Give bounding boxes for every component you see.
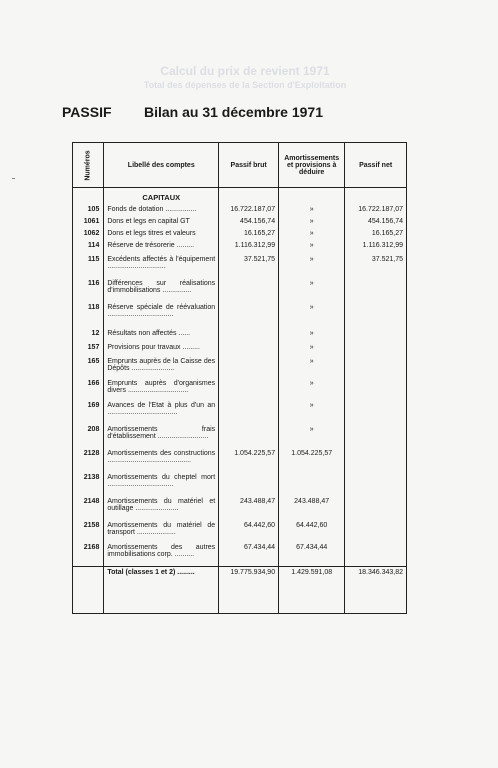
- empty-cell: [345, 581, 407, 614]
- table-row: [73, 402, 407, 426]
- header-numeros: Numéros: [73, 143, 104, 188]
- total-amort: 1.429.591,08: [279, 567, 345, 582]
- amortissement-value: »: [279, 402, 345, 426]
- passif-net-value: [345, 474, 407, 498]
- amortissement-value: »: [279, 304, 345, 330]
- passif-net-value: [345, 402, 407, 426]
- table-row: [73, 498, 407, 522]
- total-number: [73, 567, 104, 582]
- table-row: [73, 304, 407, 330]
- account-label: Amortissements du matériel et outillage ......................: [104, 498, 219, 522]
- account-label: Emprunts auprès de la Caisse des Dépôts ......................: [104, 358, 219, 380]
- account-label: Réserve spéciale de réévaluation ..................................: [104, 304, 219, 330]
- account-number: 157: [73, 344, 104, 358]
- amortissement-value: »: [279, 280, 345, 304]
- table-row: [73, 522, 407, 544]
- empty-cell: [104, 581, 219, 614]
- amortissement-value: »: [279, 218, 345, 230]
- header-amortissements: Amortissements et provisions à déduire: [279, 143, 345, 188]
- passif-brut-value: 243.488,47: [219, 498, 279, 522]
- account-number: 116: [73, 280, 104, 304]
- table-row: [73, 344, 407, 358]
- account-number: 1062: [73, 230, 104, 242]
- passif-brut-value: [219, 358, 279, 380]
- passif-net-value: [345, 304, 407, 330]
- passif-net-value: [345, 358, 407, 380]
- total-label: Total (classes 1 et 2) .........: [104, 567, 219, 582]
- bleed-line-2: Total des dépenses de la Section d'Exploitation: [143, 80, 347, 90]
- capitaux-row: [73, 188, 407, 207]
- table-row: [73, 474, 407, 498]
- passif-net-value: 454.156,74: [345, 218, 407, 230]
- capitaux-label: CAPITAUX: [104, 188, 219, 207]
- margin-mark: [12, 178, 15, 179]
- passif-net-value: [345, 498, 407, 522]
- header-libelle: Libellé des comptes: [104, 143, 219, 188]
- balance-title: Bilan au 31 décembre 1971: [144, 104, 323, 120]
- account-number: 208: [73, 426, 104, 450]
- account-label: Amortissements frais d'établissement ..........................: [104, 426, 219, 450]
- total-row: [73, 567, 407, 582]
- account-number: 165: [73, 358, 104, 380]
- amortissement-value: »: [279, 330, 345, 344]
- account-number: 2168: [73, 544, 104, 567]
- account-label: Excédents affectés à l'équipement ..............................: [104, 256, 219, 280]
- bleed-through-text: [120, 64, 370, 92]
- account-label: Avances de l'Etat à plus d'un an ....................................: [104, 402, 219, 426]
- passif-net-value: [345, 544, 407, 567]
- total-brut: 19.775.934,90: [219, 567, 279, 582]
- account-label: Résultats non affectés ......: [104, 330, 219, 344]
- passif-brut-value: 1.116.312,99: [219, 242, 279, 256]
- amortissement-value: »: [279, 206, 345, 218]
- account-number: 169: [73, 402, 104, 426]
- header-passif-net: Passif net: [345, 143, 407, 188]
- passif-brut-value: 16.165,27: [219, 230, 279, 242]
- passif-brut-value: 16.722.187,07: [219, 206, 279, 218]
- table-row: [73, 330, 407, 344]
- amortissement-value: »: [279, 242, 345, 256]
- account-label: Provisions pour travaux .........: [104, 344, 219, 358]
- passif-net-value: [345, 450, 407, 474]
- account-number: 2148: [73, 498, 104, 522]
- empty-cell: [219, 581, 279, 614]
- amortissement-value: »: [279, 344, 345, 358]
- account-label: Amortissements du cheptel mort ..................................: [104, 474, 219, 498]
- passif-brut-value: [219, 426, 279, 450]
- passif-brut-value: 454.156,74: [219, 218, 279, 230]
- amortissement-value: »: [279, 380, 345, 402]
- account-number: 2128: [73, 450, 104, 474]
- passif-net-value: [345, 426, 407, 450]
- passif-net-value: [345, 280, 407, 304]
- account-label: Amortissements des autres immobilisations corp. ..........: [104, 544, 219, 567]
- balance-table: [72, 142, 407, 614]
- empty-cell: [73, 581, 104, 614]
- account-number: 118: [73, 304, 104, 330]
- empty-cell: [279, 581, 345, 614]
- account-number: 114: [73, 242, 104, 256]
- table-row: [73, 380, 407, 402]
- account-label: Fonds de dotation ................: [104, 206, 219, 218]
- passif-brut-value: [219, 304, 279, 330]
- passif-net-value: 16.722.187,07: [345, 206, 407, 218]
- table-row: [73, 206, 407, 218]
- account-label: Emprunts auprès d'organismes divers ...............................: [104, 380, 219, 402]
- amortissement-value: 1.054.225,57: [279, 450, 345, 474]
- account-label: Amortissements des constructions ...........................................: [104, 450, 219, 474]
- amortissement-value: 67.434,44: [279, 544, 345, 567]
- passif-brut-value: 67.434,44: [219, 544, 279, 567]
- account-label: Différences sur réalisations d'immobilisations ...............: [104, 280, 219, 304]
- passif-brut-value: 64.442,60: [219, 522, 279, 544]
- passif-brut-value: [219, 474, 279, 498]
- bleed-line-1: Calcul du prix de revient 1971: [160, 64, 330, 78]
- table-row: [73, 256, 407, 280]
- table-bottom-row: [73, 581, 407, 614]
- passif-net-value: [345, 380, 407, 402]
- header-row: [73, 143, 407, 188]
- account-label: Réserve de trésorerie .........: [104, 242, 219, 256]
- table-row: [73, 426, 407, 450]
- amortissement-value: [279, 474, 345, 498]
- passif-net-value: [345, 522, 407, 544]
- passif-brut-value: [219, 380, 279, 402]
- passif-brut-value: [219, 280, 279, 304]
- account-label: Amortissements du matériel de transport ....................: [104, 522, 219, 544]
- account-number: 1061: [73, 218, 104, 230]
- account-number: 115: [73, 256, 104, 280]
- table-row: [73, 358, 407, 380]
- amortissement-value: 64.442,60: [279, 522, 345, 544]
- section-title: PASSIF: [62, 104, 112, 120]
- account-label: Dons et legs titres et valeurs: [104, 230, 219, 242]
- account-number: 12: [73, 330, 104, 344]
- passif-brut-value: [219, 330, 279, 344]
- passif-net-value: 16.165,27: [345, 230, 407, 242]
- amortissement-value: »: [279, 358, 345, 380]
- table-row: [73, 280, 407, 304]
- passif-brut-value: [219, 344, 279, 358]
- account-number: 2158: [73, 522, 104, 544]
- account-label: Dons et legs en capital GT: [104, 218, 219, 230]
- passif-net-value: 1.116.312,99: [345, 242, 407, 256]
- passif-brut-value: 1.054.225,57: [219, 450, 279, 474]
- amortissement-value: »: [279, 426, 345, 450]
- amortissement-value: 243.488,47: [279, 498, 345, 522]
- table-row: [73, 218, 407, 230]
- total-net: 18.346.343,82: [345, 567, 407, 582]
- header-passif-brut: Passif brut: [219, 143, 279, 188]
- table-row: [73, 242, 407, 256]
- table-row: [73, 450, 407, 474]
- account-number: 105: [73, 206, 104, 218]
- passif-net-value: [345, 344, 407, 358]
- passif-net-value: [345, 330, 407, 344]
- passif-brut-value: 37.521,75: [219, 256, 279, 280]
- table-row: [73, 230, 407, 242]
- account-number: 2138: [73, 474, 104, 498]
- account-number: 166: [73, 380, 104, 402]
- passif-brut-value: [219, 402, 279, 426]
- amortissement-value: »: [279, 230, 345, 242]
- passif-net-value: 37.521,75: [345, 256, 407, 280]
- table-row: [73, 544, 407, 567]
- amortissement-value: »: [279, 256, 345, 280]
